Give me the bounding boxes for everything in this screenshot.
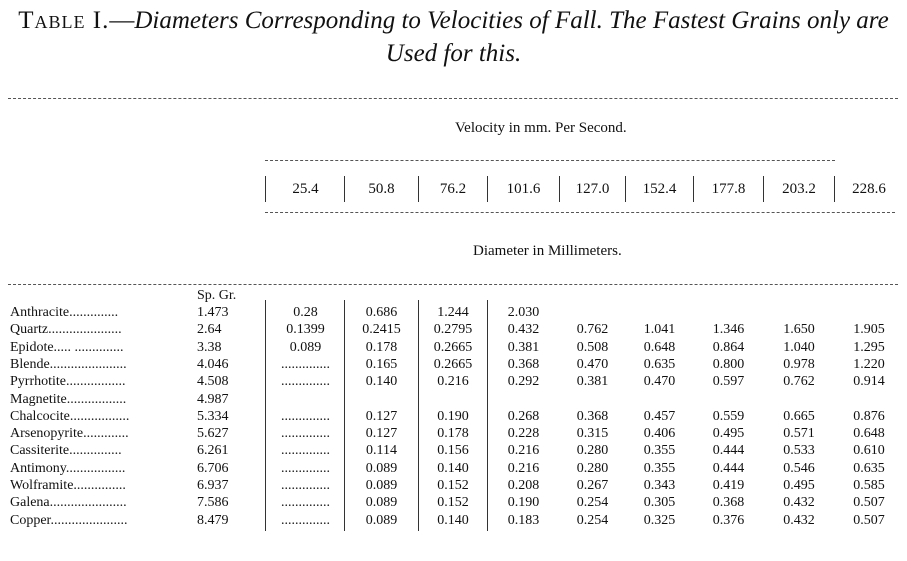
diameter-cell: 0.2415 — [362, 322, 401, 337]
diameter-cell: 0.432 — [507, 322, 540, 337]
diameter-cell: 0.089 — [365, 513, 398, 528]
diameter-cell: 2.030 — [507, 305, 540, 320]
diameter-cell: 0.508 — [576, 340, 609, 355]
diameter-cell: 0.610 — [853, 443, 885, 458]
diameter-cell: 0.114 — [366, 443, 397, 458]
diameter-cell: .............. — [281, 461, 330, 476]
diameter-cell: 0.585 — [853, 478, 885, 493]
mineral-name: Quartz..................... — [10, 322, 122, 337]
diameter-cell: 1.346 — [712, 322, 745, 337]
column-separator — [418, 176, 419, 202]
diameter-cell: 0.140 — [437, 461, 469, 476]
velocity-header-cell: 152.4 — [642, 181, 677, 197]
diameter-cell: 0.507 — [853, 513, 885, 528]
diameter-cell: 0.190 — [507, 495, 540, 510]
diameter-cell: 0.178 — [437, 426, 469, 441]
table-row — [0, 408, 907, 425]
diameter-cell: 0.208 — [507, 478, 540, 493]
diameter-cell: 0.216 — [507, 443, 540, 458]
diameter-cell: 0.089 — [365, 461, 398, 476]
diameter-cell: 0.267 — [576, 478, 609, 493]
diameter-cell: 1.220 — [853, 357, 885, 372]
specific-gravity: 6.261 — [197, 443, 229, 458]
mineral-name: Anthracite.............. — [10, 305, 119, 320]
diameter-cell: 0.686 — [365, 305, 398, 320]
diameter-caption: Diameter in Millimeters. — [473, 243, 622, 259]
diameter-cell: 0.381 — [576, 374, 609, 389]
diameter-cell: .............. — [281, 495, 330, 510]
diameter-cell: 0.876 — [853, 409, 885, 424]
table-row — [0, 425, 907, 442]
diameter-cell: 0.089 — [289, 340, 322, 355]
diameter-cell: 0.457 — [643, 409, 676, 424]
mineral-name: Magnetite................. — [10, 392, 127, 407]
diameter-cell: 0.190 — [437, 409, 469, 424]
specific-gravity: 4.508 — [197, 374, 229, 389]
table-row — [0, 512, 907, 529]
diameter-cell: 0.292 — [507, 374, 540, 389]
column-separator — [487, 176, 488, 202]
diameter-cell: 0.280 — [576, 461, 609, 476]
mineral-name: Cassiterite............... — [10, 443, 122, 458]
diameter-cell: 0.305 — [643, 495, 676, 510]
diameter-cell: .............. — [281, 443, 330, 458]
velocity-header-cell: 25.4 — [292, 181, 319, 197]
specific-gravity: 1.473 — [197, 305, 229, 320]
mineral-name: Blende...................... — [10, 357, 127, 372]
velocity-header-cell: 228.6 — [852, 181, 886, 197]
diameter-cell: 0.216 — [507, 461, 540, 476]
column-separator — [265, 300, 266, 531]
velocity-header-cell: 203.2 — [782, 181, 816, 197]
velocity-caption: Velocity in mm. Per Second. — [455, 120, 627, 136]
table-label: Table I. — [18, 7, 110, 34]
diameter-cell: 0.864 — [712, 340, 745, 355]
table-row — [0, 304, 907, 321]
diameter-cell: 0.355 — [643, 461, 676, 476]
column-separator — [265, 176, 266, 202]
diameter-cell: 0.325 — [643, 513, 676, 528]
diameter-cell: .............. — [281, 357, 330, 372]
specific-gravity: 2.64 — [197, 322, 222, 337]
mineral-name: Galena...................... — [10, 495, 127, 510]
diameter-cell: 0.762 — [576, 322, 609, 337]
diameter-cell: 0.368 — [576, 409, 609, 424]
diameter-cell: 0.665 — [783, 409, 815, 424]
diameter-cell: 0.178 — [365, 340, 398, 355]
table-row — [0, 391, 907, 408]
table-row — [0, 494, 907, 511]
diameter-cell: 0.268 — [507, 409, 540, 424]
diameter-cell: 0.228 — [507, 426, 540, 441]
diameter-cell: 0.470 — [576, 357, 609, 372]
diameter-cell: 0.140 — [365, 374, 398, 389]
column-separator — [693, 176, 694, 202]
diameter-cell: 0.432 — [783, 513, 815, 528]
diameter-cell: 0.978 — [783, 357, 815, 372]
diameter-cell: 1.650 — [783, 322, 815, 337]
diameter-cell: 1.295 — [853, 340, 885, 355]
diameter-cell: 0.152 — [437, 478, 469, 493]
velocity-header-cell: 127.0 — [575, 181, 610, 197]
diameter-cell: 0.152 — [437, 495, 469, 510]
diameter-cell: 0.183 — [507, 513, 540, 528]
specific-gravity: 6.706 — [197, 461, 229, 476]
specific-gravity: 4.046 — [197, 357, 229, 372]
specific-gravity: 4.987 — [197, 392, 229, 407]
diameter-cell: 0.127 — [365, 426, 398, 441]
diameter-cell: 0.546 — [783, 461, 815, 476]
diameter-cell: 0.2795 — [433, 322, 473, 337]
velocity-header-cell: 50.8 — [368, 181, 395, 197]
column-separator — [625, 176, 626, 202]
specific-gravity: 8.479 — [197, 513, 229, 528]
diameter-cell: 0.089 — [365, 478, 398, 493]
diameter-cell: 1.040 — [783, 340, 815, 355]
velocity-header-cell: 177.8 — [711, 181, 746, 197]
column-separator — [344, 300, 345, 531]
table-row — [0, 356, 907, 373]
column-separator — [487, 300, 488, 531]
rule-top — [8, 98, 898, 99]
table-row — [0, 373, 907, 390]
mineral-name: Copper...................... — [10, 513, 128, 528]
diameter-cell: 0.28 — [293, 305, 318, 320]
diameter-cell: 0.089 — [365, 495, 398, 510]
table-title-text: Diameters Corresponding to Velocities of Fall. The Fastest Grains only are Used for this. — [134, 7, 889, 67]
diameter-cell: 0.156 — [437, 443, 469, 458]
diameter-cell: .............. — [281, 374, 330, 389]
diameter-cell: 0.343 — [643, 478, 676, 493]
diameter-cell: 0.648 — [643, 340, 676, 355]
diameter-cell: 0.1399 — [286, 322, 325, 337]
title-dash: — — [109, 7, 135, 34]
diameter-cell: 0.495 — [712, 426, 745, 441]
diameter-cell: 0.254 — [576, 513, 609, 528]
specific-gravity: 6.937 — [197, 478, 229, 493]
diameter-cell: 0.165 — [365, 357, 398, 372]
diameter-cell: .............. — [281, 513, 330, 528]
diameter-cell: 0.381 — [507, 340, 540, 355]
diameter-cell: 0.495 — [783, 478, 815, 493]
diameter-cell: 0.368 — [712, 495, 745, 510]
diameter-cell: 0.470 — [643, 374, 676, 389]
table-row — [0, 442, 907, 459]
diameter-cell: .............. — [281, 426, 330, 441]
table-title — [0, 4, 907, 70]
diameter-cell: 0.2665 — [433, 340, 473, 355]
mineral-name: Arsenopyrite............. — [10, 426, 129, 441]
diameter-cell: 0.800 — [712, 357, 745, 372]
diameter-cell: .............. — [281, 478, 330, 493]
diameter-cell: 0.315 — [576, 426, 609, 441]
diameter-cell: 1.905 — [853, 322, 885, 337]
table-row — [0, 477, 907, 494]
diameter-cell: 0.216 — [437, 374, 469, 389]
column-separator — [418, 300, 419, 531]
rule-velocity-bottom — [265, 212, 895, 213]
diameter-cell: 0.762 — [783, 374, 815, 389]
column-separator — [763, 176, 764, 202]
specific-gravity: 5.627 — [197, 426, 229, 441]
sp-gr-header: Sp. Gr. — [197, 288, 237, 303]
specific-gravity: 3.38 — [197, 340, 222, 355]
diameter-cell: 0.432 — [783, 495, 815, 510]
table-row — [0, 339, 907, 356]
diameter-cell: 0.914 — [853, 374, 885, 389]
diameter-cell: 0.635 — [643, 357, 676, 372]
rule-table-top — [8, 284, 898, 285]
rule-velocity-top — [265, 160, 835, 161]
velocity-header-cell: 76.2 — [439, 181, 467, 197]
diameter-cell: 0.368 — [507, 357, 540, 372]
mineral-name: Antimony................. — [10, 461, 126, 476]
diameter-cell: 0.533 — [783, 443, 815, 458]
diameter-cell: 1.244 — [437, 305, 469, 320]
column-separator — [834, 176, 835, 202]
diameter-cell: 0.254 — [576, 495, 609, 510]
diameter-cell: 0.571 — [783, 426, 815, 441]
diameter-cell: 0.444 — [712, 443, 745, 458]
diameter-cell: 0.419 — [712, 478, 745, 493]
diameter-cell: 0.597 — [712, 374, 745, 389]
diameter-cell: 0.127 — [365, 409, 398, 424]
diameter-cell: 0.376 — [712, 513, 745, 528]
mineral-name: Pyrrhotite................. — [10, 374, 126, 389]
table-row — [0, 460, 907, 477]
diameter-cell: 0.507 — [853, 495, 885, 510]
specific-gravity: 5.334 — [197, 409, 229, 424]
column-separator — [344, 176, 345, 202]
velocity-header-cell: 101.6 — [506, 181, 541, 197]
specific-gravity: 7.586 — [197, 495, 229, 510]
diameter-cell: 0.444 — [712, 461, 745, 476]
diameter-cell: 0.2665 — [433, 357, 473, 372]
diameter-cell: 0.355 — [643, 443, 676, 458]
diameter-cell: 0.280 — [576, 443, 609, 458]
diameter-cell: 0.559 — [712, 409, 745, 424]
mineral-name: Wolframite............... — [10, 478, 126, 493]
table-row — [0, 321, 907, 338]
diameter-cell: 1.041 — [643, 322, 676, 337]
diameter-cell: 0.648 — [853, 426, 885, 441]
diameter-cell: .............. — [281, 409, 330, 424]
diameter-cell: 0.635 — [853, 461, 885, 476]
diameter-cell: 0.406 — [643, 426, 676, 441]
diameter-cell: 0.140 — [437, 513, 469, 528]
mineral-name: Epidote..... .............. — [10, 340, 124, 355]
mineral-name: Chalcocite................. — [10, 409, 130, 424]
column-separator — [559, 176, 560, 202]
